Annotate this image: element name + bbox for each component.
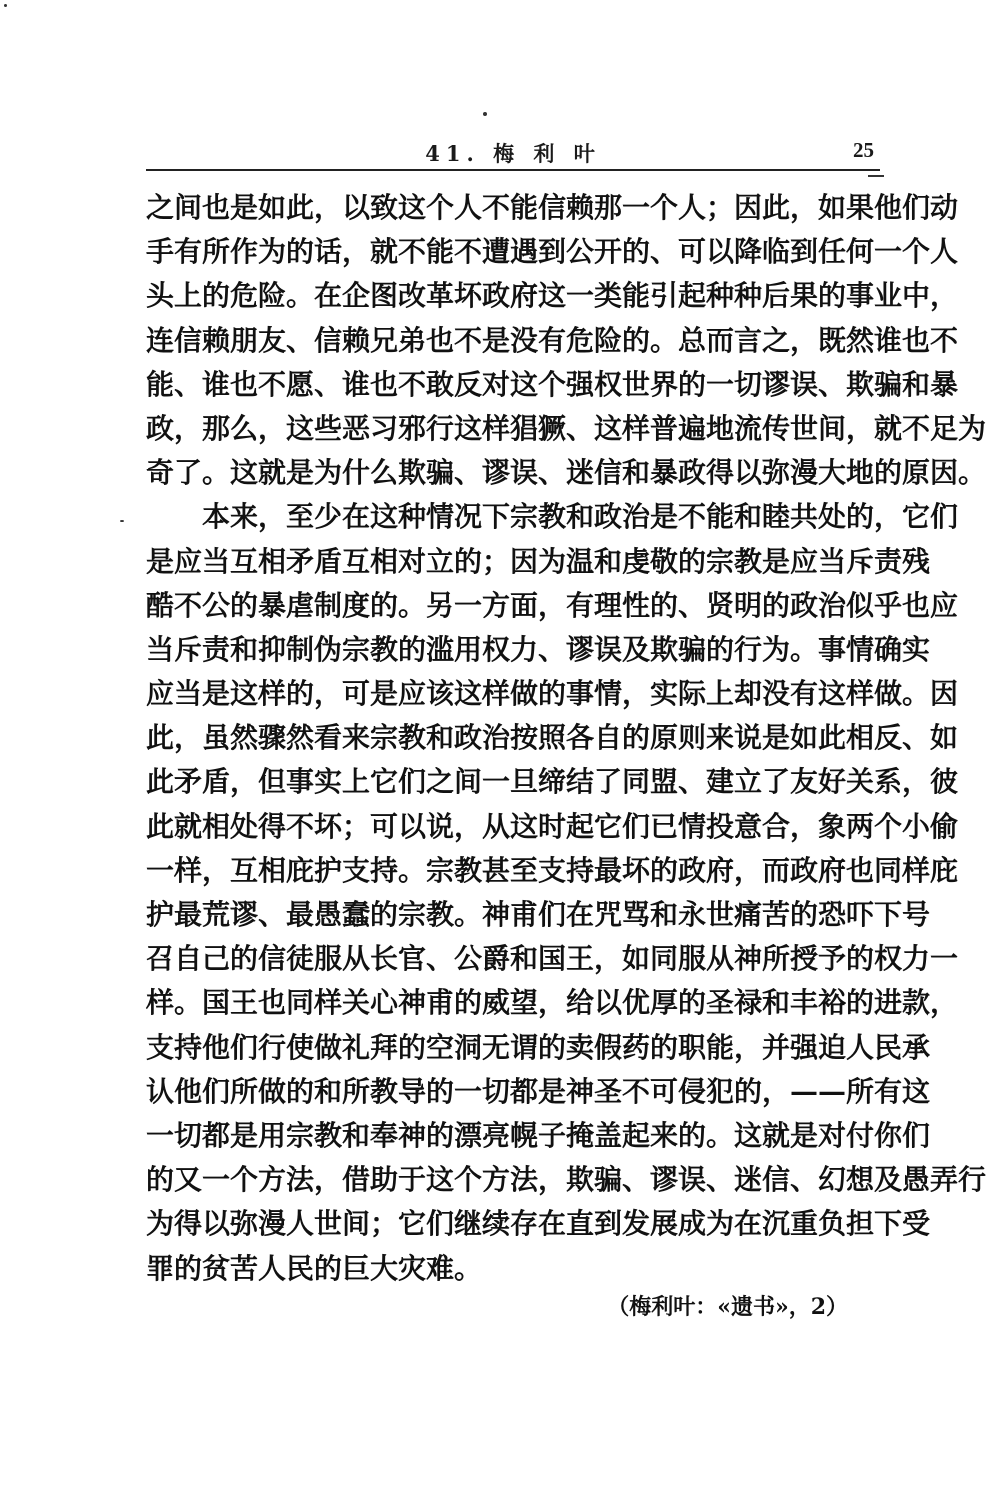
scan-speck bbox=[4, 4, 7, 7]
text-line: 政，那么，这些恶习邪行这样猖獗、这样普遍地流传世间，就不足为 bbox=[146, 411, 987, 445]
text-line: 能、谁也不愿、谁也不敢反对这个强权世界的一切谬误、欺骗和暴 bbox=[146, 367, 959, 401]
text-line: 支持他们行使做礼拜的空洞无谓的卖假药的职能，并强迫人民承 bbox=[146, 1030, 931, 1064]
scan-speck bbox=[483, 112, 487, 116]
text-line: 应当是这样的，可是应该这样做的事情，实际上却没有这样做。因 bbox=[146, 677, 959, 711]
text-line: 连信赖朋友、信赖兄弟也不是没有危险的。总而言之，既然谁也不 bbox=[146, 323, 959, 357]
text-line: 奇了。这就是为什么欺骗、谬误、迷信和暴政得以弥漫大地的原因。 bbox=[146, 456, 987, 490]
text-line: 为得以弥漫人世间；它们继续存在直到发展成为在沉重负担下受 bbox=[146, 1207, 931, 1241]
running-header bbox=[146, 132, 880, 168]
text-line: 一样，互相庇护支持。宗教甚至支持最坏的政府，而政府也同样庇 bbox=[146, 853, 959, 887]
text-line: 头上的危险。在企图改革坏政府这一类能引起种种后果的事业中， bbox=[146, 279, 959, 313]
text-line: 护最荒谬、最愚蠢的宗教。神甫们在咒骂和永世痛苦的恐吓下号 bbox=[146, 898, 931, 931]
text-line: 的又一个方法，借助于这个方法，欺骗、谬误、迷信、幻想及愚弄行 bbox=[146, 1163, 987, 1197]
text-line: 之间也是如此，以致这个人不能信赖那一个人；因此，如果他们动 bbox=[146, 191, 959, 224]
text-line: 当斥责和抑制伪宗教的滥用权力、谬误及欺骗的行为。事情确实 bbox=[146, 632, 931, 666]
text-line: 手有所作为的话，就不能不遭遇到公开的、可以降临到任何一个人 bbox=[146, 235, 959, 269]
header-rule bbox=[146, 169, 880, 171]
text-line: 罪的贫苦人民的巨大灾难。 bbox=[146, 1251, 483, 1285]
text-line: 此就相处得不坏；可以说，从这时起它们已情投意合，象两个小偷 bbox=[146, 809, 959, 843]
body-text bbox=[146, 186, 987, 1291]
text-line: 是应当互相矛盾互相对立的；因为温和虔敬的宗教是应当斥责残 bbox=[146, 544, 931, 578]
paragraph-first-line: 本来，至少在这种情况下宗教和政治是不能和睦共处的，它们 bbox=[202, 500, 959, 534]
page-number: 25 bbox=[853, 138, 874, 162]
citation: （梅利叶：«遗书»，2） bbox=[607, 1294, 848, 1320]
text-line: 召自己的信徒服从长官、公爵和国王，如同服从神所授予的权力一 bbox=[146, 942, 959, 976]
text-line: 此，虽然骤然看来宗教和政治按照各自的原则来说是如此相反、如 bbox=[146, 721, 959, 755]
text-line: 此矛盾，但事实上它们之间一旦缔结了同盟、建立了友好关系，彼 bbox=[146, 765, 959, 799]
scan-speck bbox=[120, 520, 124, 522]
header-title: 41. 梅 利 叶 bbox=[425, 141, 601, 166]
text-line: 样。国王也同样关心神甫的威望，给以优厚的圣禄和丰裕的进款， bbox=[146, 986, 959, 1020]
header-rule-tick bbox=[868, 175, 884, 177]
text-line: 认他们所做的和所教导的一切都是神圣不可侵犯的，——所有这 bbox=[146, 1074, 931, 1108]
text-line: 一切都是用宗教和奉神的漂亮幌子掩盖起来的。这就是对付你们 bbox=[146, 1118, 931, 1152]
text-line: 酷不公的暴虐制度的。另一方面，有理性的、贤明的政治似乎也应 bbox=[146, 588, 959, 622]
